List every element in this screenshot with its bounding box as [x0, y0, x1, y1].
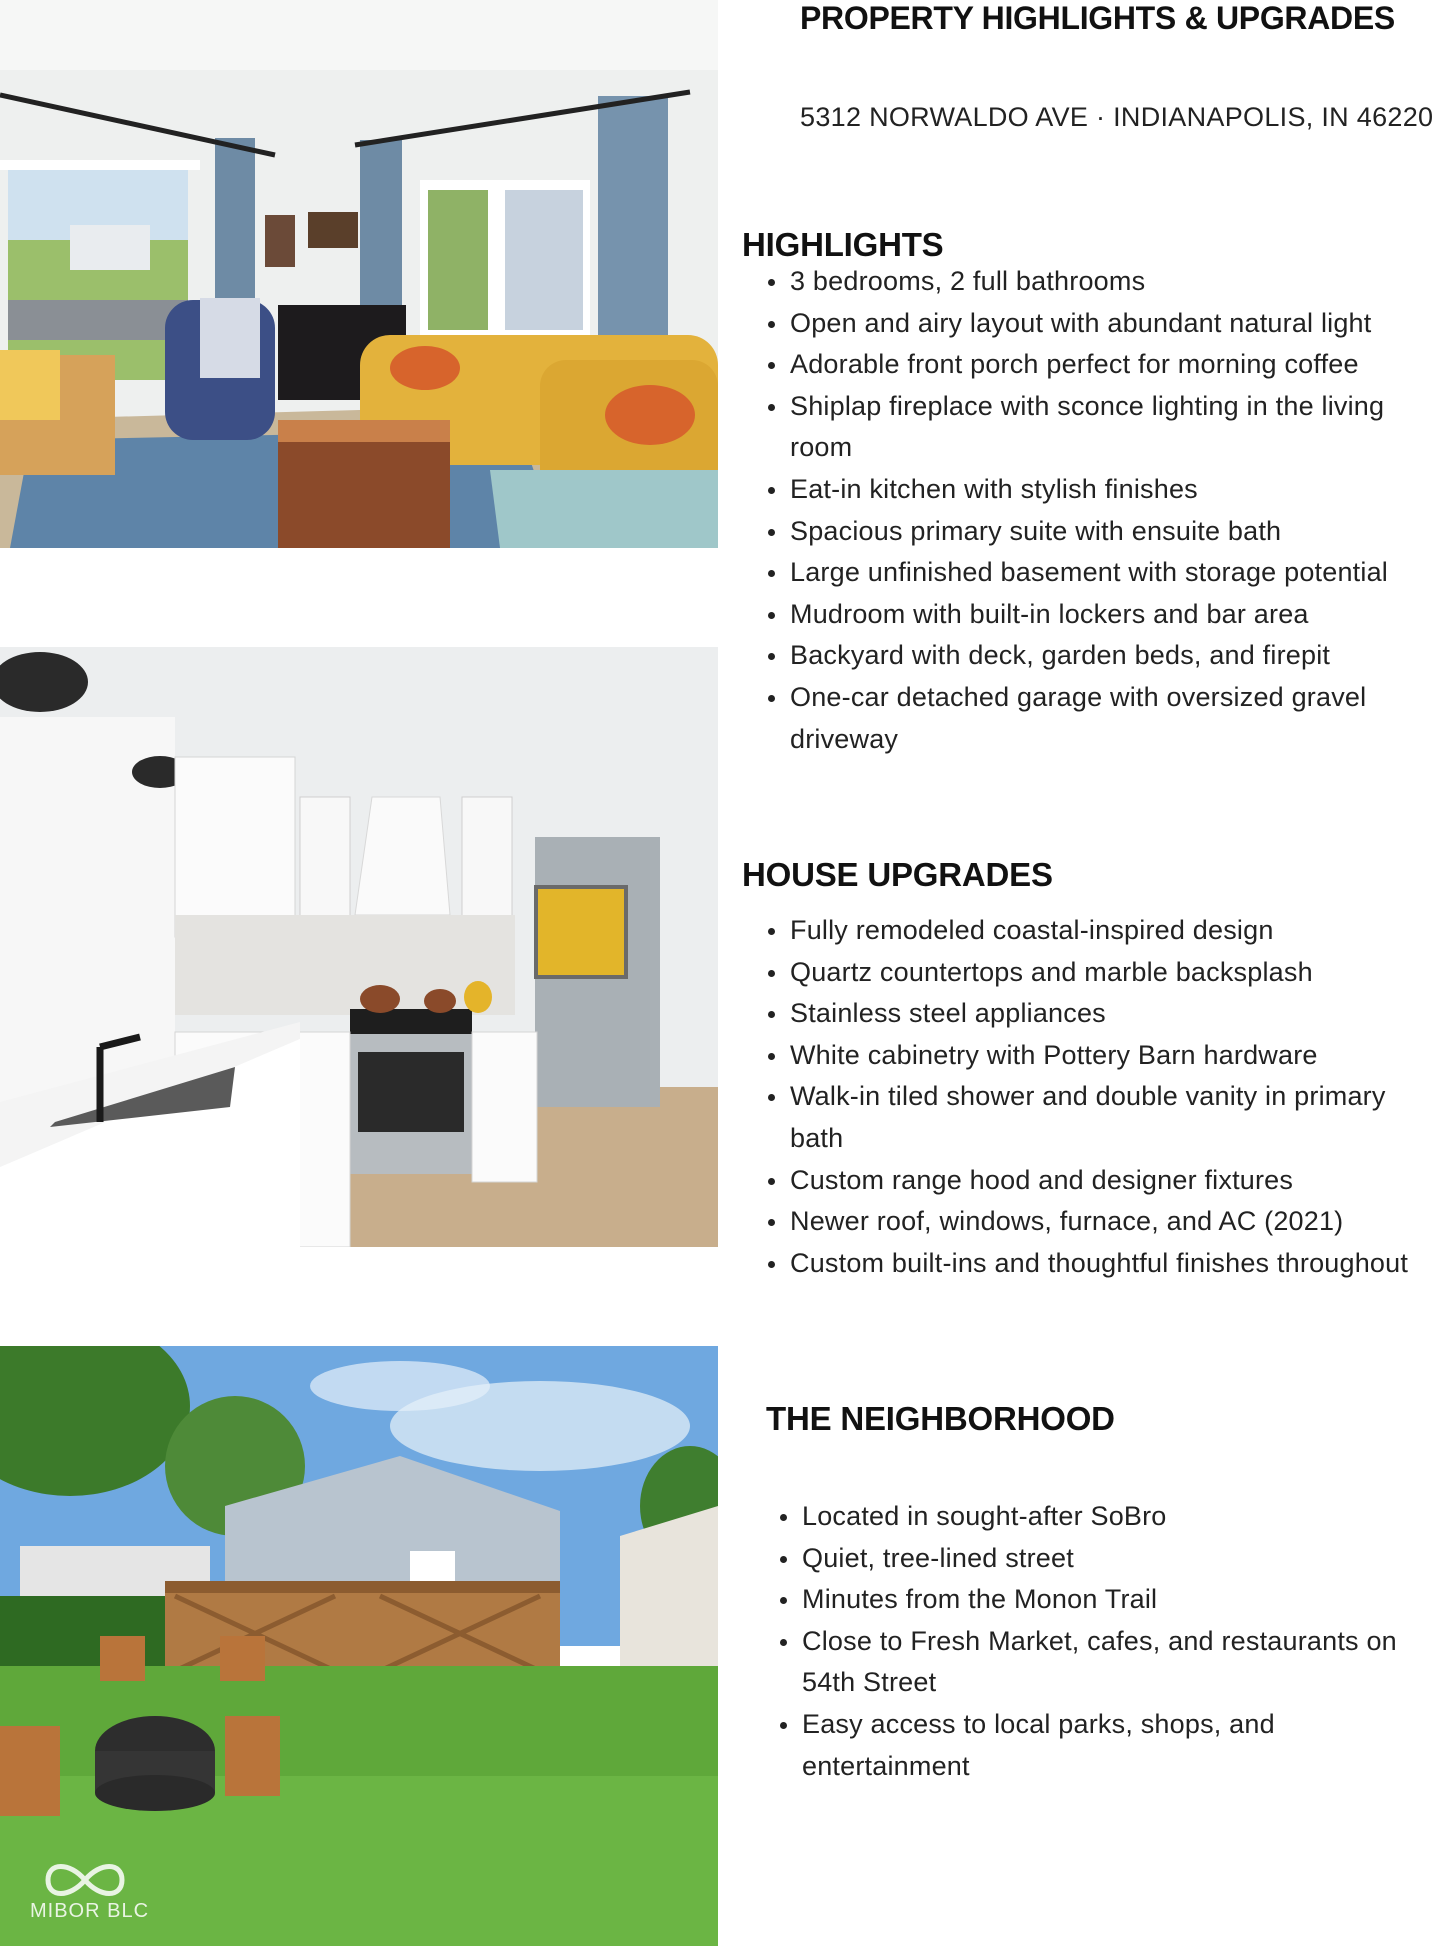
upgrades-heading: HOUSE UPGRADES — [742, 856, 1053, 893]
list-item: Fully remodeled coastal-inspired design — [742, 910, 1440, 952]
list-item: One-car detached garage with oversized gravel driveway — [742, 677, 1440, 760]
list-item: Spacious primary suite with ensuite bath — [742, 511, 1440, 553]
list-item: Eat-in kitchen with stylish finishes — [742, 469, 1440, 511]
list-item: Open and airy layout with abundant natural light — [742, 303, 1440, 345]
living-room-photo — [0, 0, 718, 548]
kitchen-photo — [0, 647, 718, 1247]
list-item: 3 bedrooms, 2 full bathrooms — [742, 261, 1440, 303]
list-item: Easy access to local parks, shops, and entertainment — [754, 1704, 1440, 1787]
neighborhood-list — [754, 1496, 1440, 1787]
list-item: Quiet, tree-lined street — [754, 1538, 1440, 1580]
list-item: Large unfinished basement with storage potential — [742, 552, 1440, 594]
page-title: PROPERTY HIGHLIGHTS & UPGRADES — [800, 0, 1395, 36]
list-item: Minutes from the Monon Trail — [754, 1579, 1440, 1621]
highlights-heading: HIGHLIGHTS — [742, 226, 944, 263]
upgrades-list — [742, 910, 1440, 1284]
backyard-photo — [0, 1346, 718, 1946]
neighborhood-heading: THE NEIGHBORHOOD — [766, 1400, 1115, 1437]
property-address: 5312 NORWALDO AVE · INDIANAPOLIS, IN 46220 — [800, 102, 1434, 132]
highlights-list — [742, 261, 1440, 760]
list-item: White cabinetry with Pottery Barn hardware — [742, 1035, 1440, 1077]
list-item: Quartz countertops and marble backsplash — [742, 952, 1440, 994]
list-item: Stainless steel appliances — [742, 993, 1440, 1035]
list-item: Backyard with deck, garden beds, and firepit — [742, 635, 1440, 677]
watermark-text: MIBOR BLC — [30, 1900, 150, 1922]
list-item: Located in sought-after SoBro — [754, 1496, 1440, 1538]
list-item: Newer roof, windows, furnace, and AC (2021) — [742, 1201, 1440, 1243]
list-item: Custom range hood and designer fixtures — [742, 1160, 1440, 1202]
list-item: Shiplap fireplace with sconce lighting in the living room — [742, 386, 1440, 469]
list-item: Walk-in tiled shower and double vanity in primary bath — [742, 1076, 1440, 1159]
list-item: Close to Fresh Market, cafes, and restaurants on 54th Street — [754, 1621, 1440, 1704]
list-item: Custom built-ins and thoughtful finishes throughout — [742, 1243, 1440, 1285]
list-item: Mudroom with built-in lockers and bar area — [742, 594, 1440, 636]
list-item: Adorable front porch perfect for morning coffee — [742, 344, 1440, 386]
